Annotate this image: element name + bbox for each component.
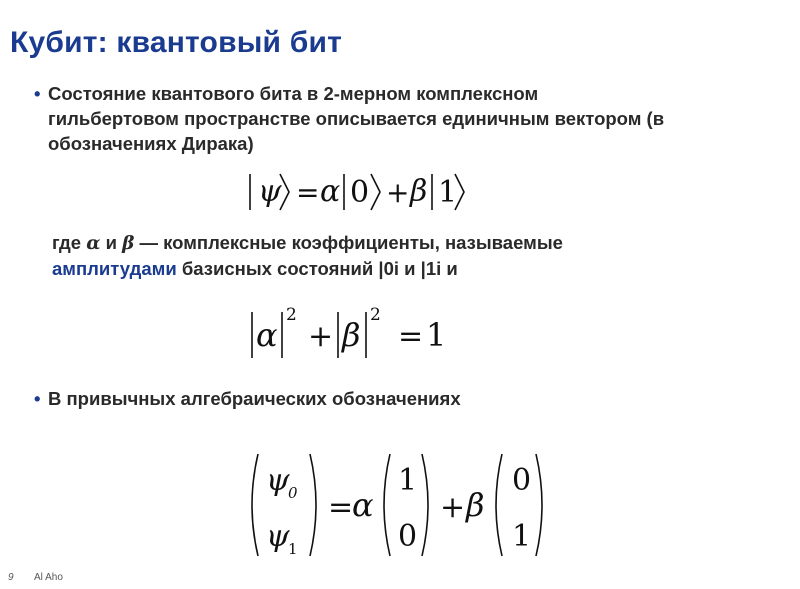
para-line2 — [52, 256, 563, 281]
square-exponent: 2 — [286, 305, 297, 325]
alpha-symbol: α — [320, 174, 341, 209]
amplitudes-paragraph — [52, 230, 563, 281]
word-and: и — [105, 232, 117, 253]
beta-inline: β — [122, 233, 135, 254]
vector2-bottom: 1 — [512, 519, 532, 554]
para-line1 — [52, 230, 563, 256]
plus-sign: + — [308, 319, 334, 354]
ket-zero: 0 — [350, 175, 370, 210]
dirac-state-equation — [240, 170, 510, 216]
equals-sign: = — [296, 176, 320, 209]
alpha-symbol: α — [352, 486, 374, 524]
beta-symbol: β — [466, 486, 485, 524]
ket-one: 1 — [438, 175, 458, 210]
footer-author: Al Aho — [34, 572, 63, 583]
bullet1-line2: гильбертовом пространстве описывается единичным вектором (в — [48, 108, 665, 129]
left-paren — [496, 454, 502, 556]
word-where: где — [52, 232, 82, 253]
para-rest2: базисных состояний |0i и |1i и — [181, 258, 458, 279]
vector1-top: 1 — [398, 463, 418, 498]
equals-sign: = — [398, 319, 424, 354]
bullet-marker: • — [34, 388, 41, 409]
psi-symbol: ψ — [258, 174, 282, 209]
normalization-equation — [246, 300, 466, 366]
slide-title: Кубит: квантовый бит — [10, 26, 342, 59]
square-exponent: 2 — [370, 305, 381, 325]
alpha-symbol: α — [256, 316, 278, 354]
bullet-marker: • — [34, 83, 41, 104]
psi0-symbol: ψ — [266, 463, 290, 498]
vector2-top: 0 — [512, 463, 532, 498]
right-paren — [422, 454, 428, 556]
left-paren — [384, 454, 390, 556]
right-paren — [536, 454, 542, 556]
amplitudes-term: амплитудами — [52, 258, 177, 279]
bullet1-line1: Состояние квантового бита в 2-мерном комплексном — [48, 83, 539, 104]
equals-sign: = — [328, 490, 354, 525]
plus-sign: + — [386, 176, 410, 209]
para-rest1: — комплексные коэффициенты, называемые — [139, 232, 563, 253]
right-paren — [310, 454, 316, 556]
psi1-symbol: ψ — [266, 519, 290, 554]
bullet1-line3: обозначениях Дирака) — [48, 133, 254, 154]
bullet2-text: В привычных алгебраических обозначениях — [48, 388, 461, 409]
left-paren — [252, 454, 258, 556]
page-number: 9 — [8, 572, 14, 583]
bullet-algebraic — [34, 386, 461, 411]
vector1-bottom: 0 — [398, 519, 418, 554]
beta-symbol: β — [410, 174, 428, 209]
alpha-inline: α — [86, 233, 101, 254]
ket-bracket — [371, 174, 380, 210]
plus-sign: + — [440, 490, 466, 525]
vector-form-equation — [244, 450, 564, 560]
bullet-hilbert-state — [34, 81, 665, 156]
psi1-subscript: 1 — [288, 540, 298, 558]
one-value: 1 — [426, 316, 447, 354]
psi0-subscript: 0 — [288, 484, 298, 502]
beta-symbol: β — [342, 316, 361, 354]
